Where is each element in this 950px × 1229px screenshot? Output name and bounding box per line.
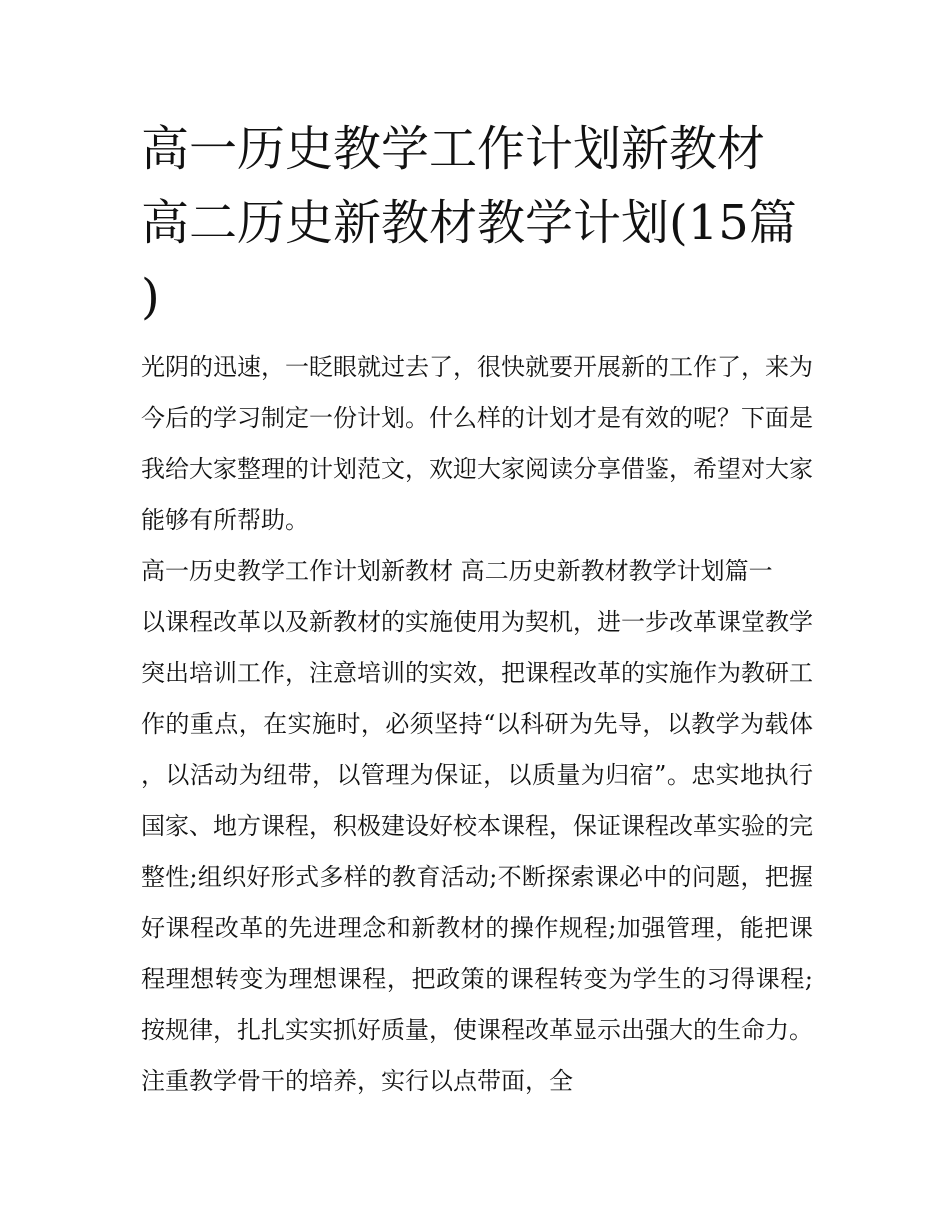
section-heading: 高一历史教学工作计划新教材 高二历史新教材教学计划篇一 <box>141 557 773 585</box>
intro-paragraph: 光阴的迅速，一眨眼就过去了，很快就要开展新的工作了，来为今后的学习制定一份计划。什么样的计划才是有效的呢？下面是我给大家整理的计划范文，欢迎大家阅读分享借鉴，希望对大家能够有所帮助。 <box>141 353 813 534</box>
document-title: 高一历史教学工作计划新教材 高二历史新教材教学计划(15篇) <box>141 121 797 325</box>
document-body <box>141 112 813 1107</box>
body-paragraph: 以课程改革以及新教材的实施使用为契机，进一步改革课堂教学突出培训工作，注意培训的实效，把课程改革的实施作为教研工作的重点，在实施时，必须坚持“以科研为先导，以教学为载体，以活动为纽带，以管理为保证，以质量为归宿”。忠实地执行国家、地方课程，积极建设好校本课程，保证课程改革实验的完整性;组织好形式多样的教育活动;不断探索课必中的问题，把握好课程改革的先进理念和新教材的操作规程;加强管理，能把课程理想转变为理想课程，把政策的课程转变为学生的习得课程;按规律，扎扎实实抓好质量，使课程改革显示出强大的生命力。注重教学骨干的培养，实行以点带面，全 <box>141 608 813 1095</box>
